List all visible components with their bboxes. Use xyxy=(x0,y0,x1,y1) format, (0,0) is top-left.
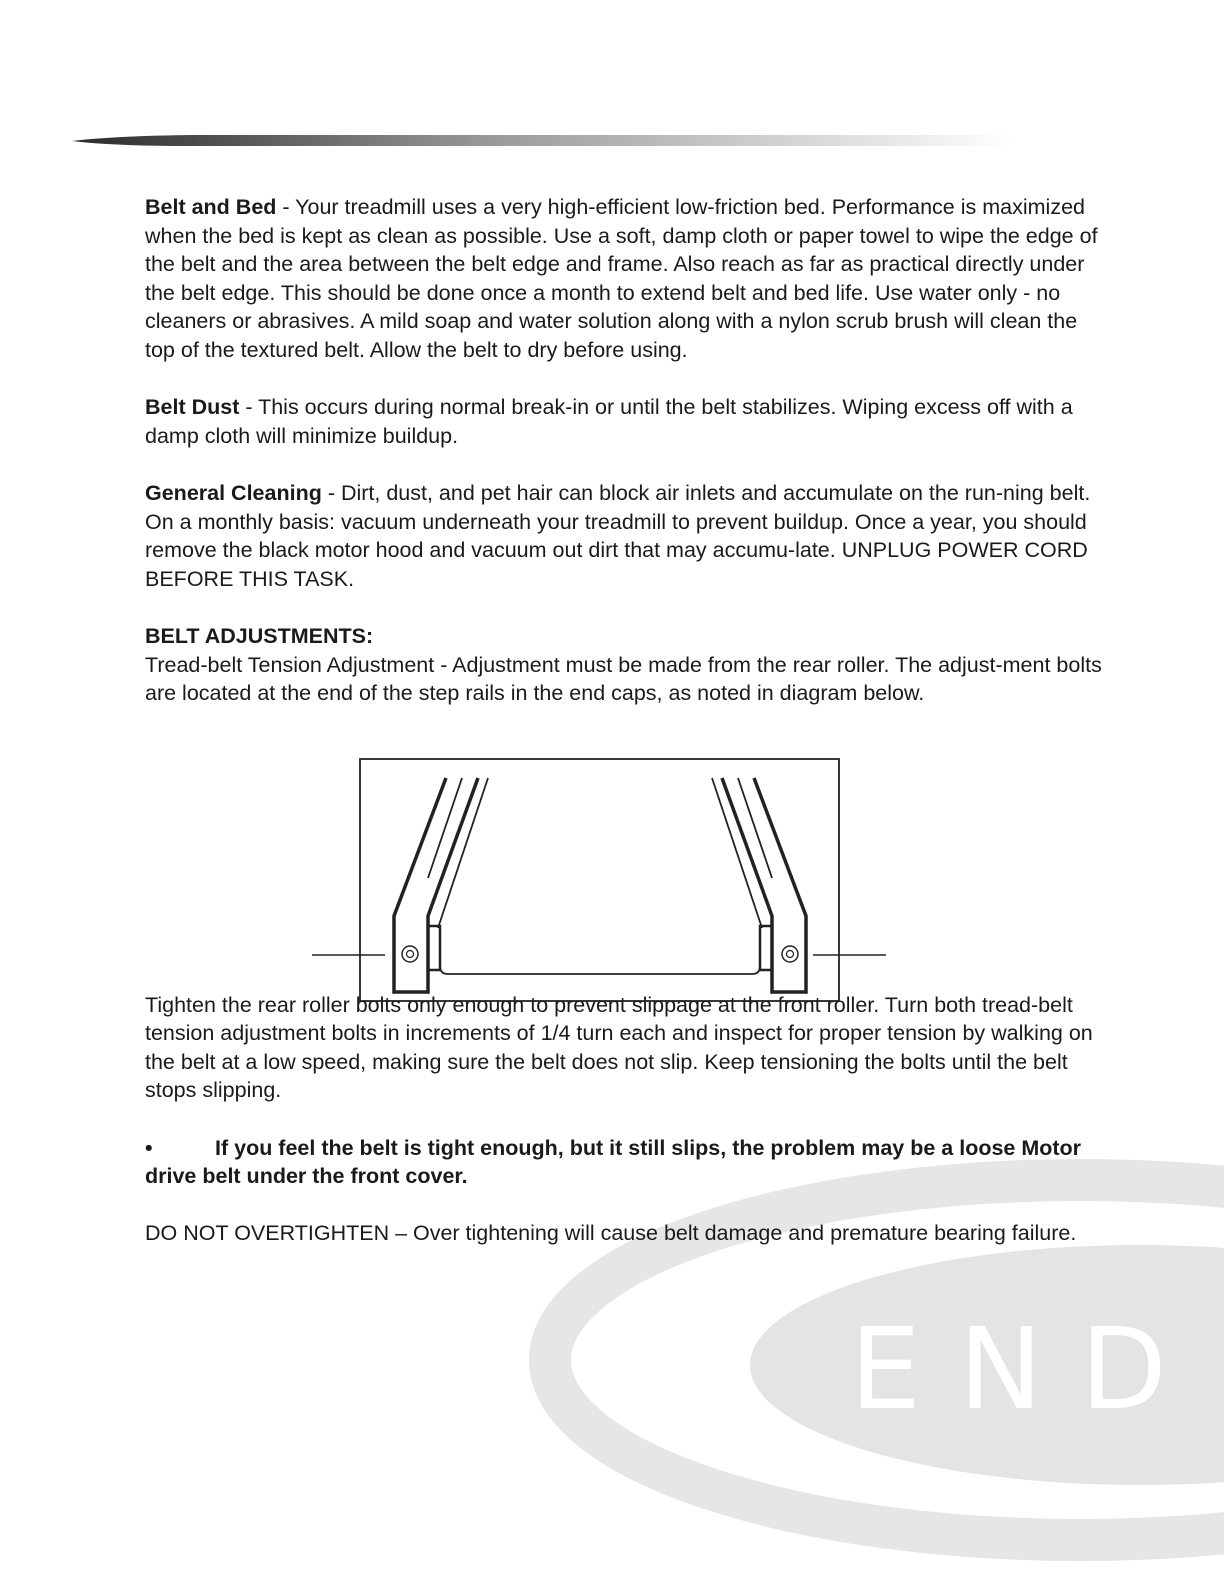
belt-and-bed-paragraph xyxy=(145,193,1105,365)
general-cleaning-body: - Dirt, dust, and pet hair can block air inlets and accumulate on the run-ning belt. On a monthly basis: vacuum underneath your treadmill to prevent buildup. Once a year, you should remove the black motor hood and vacuum out dirt that may accumu-late. UNPLUG POWER CORD BEFORE THIS TASK. xyxy=(145,480,1091,591)
belt-adjustment-diagram xyxy=(310,756,890,1004)
watermark-text: END xyxy=(850,1305,1205,1435)
right-step-rail xyxy=(722,778,806,992)
general-cleaning-paragraph xyxy=(145,479,1105,593)
right-adjustment-bolt xyxy=(782,946,798,962)
header-rule xyxy=(72,134,1012,148)
bullet-note-text: If you feel the belt is tight enough, but it still slips, the problem may be a loose Motor drive belt under the front cover. xyxy=(145,1135,1082,1189)
belt-adjustments-intro: Tread-belt Tension Adjustment - Adjustment must be made from the rear roller. The adjust-ment bolts are located at the end of the step rails in the end caps, as noted in diagram below. xyxy=(145,652,1102,706)
left-adjustment-bolt xyxy=(402,946,418,962)
belt-dust-title: Belt Dust xyxy=(145,395,240,420)
diagram-frame xyxy=(360,759,839,1001)
belt-dust-paragraph xyxy=(145,393,1105,450)
general-cleaning-title: General Cleaning xyxy=(145,480,322,505)
overtighten-warning: DO NOT OVERTIGHTEN – Over tightening will cause belt damage and premature bearing failure. xyxy=(145,1221,1077,1246)
belt-and-bed-title: Belt and Bed xyxy=(145,195,277,219)
left-step-rail xyxy=(394,778,478,992)
page-content xyxy=(145,193,1105,1248)
rear-roller xyxy=(440,928,760,974)
tension-instructions: Tighten the rear roller bolts only enough to prevent slippage at the front roller. Turn both tread-belt tension adjustment bolts in increments of 1/4 turn each and inspect for proper tension by walking on the belt at a low speed, making sure the belt does not slip. Keep tensioning the bolts until the belt stops slipping. xyxy=(145,992,1093,1103)
bullet-note xyxy=(145,1134,1105,1191)
belt-dust-body: - This occurs during normal break-in or until the belt stabilizes. Wiping excess off with a damp cloth will minimize buildup. xyxy=(145,395,1073,448)
belt-adjustments-heading: BELT ADJUSTMENTS: xyxy=(145,623,374,648)
belt-and-bed-body: - Your treadmill uses a very high-efficient low-friction bed. Performance is maximized when the bed is kept as clean as possible. Use a soft, damp cloth or paper towel to wipe the edge of the belt and the area between the belt edge and frame. Also reach as far as practical directly under the belt edge. This should be done once a month to extend belt and bed life. Use water only - no cleaners or abrasives. A mild soap and water solution along with a nylon scrub brush will clean the top of the textured belt. Allow the belt to dry before using. xyxy=(145,195,1098,362)
bullet-symbol: • xyxy=(145,1135,153,1160)
